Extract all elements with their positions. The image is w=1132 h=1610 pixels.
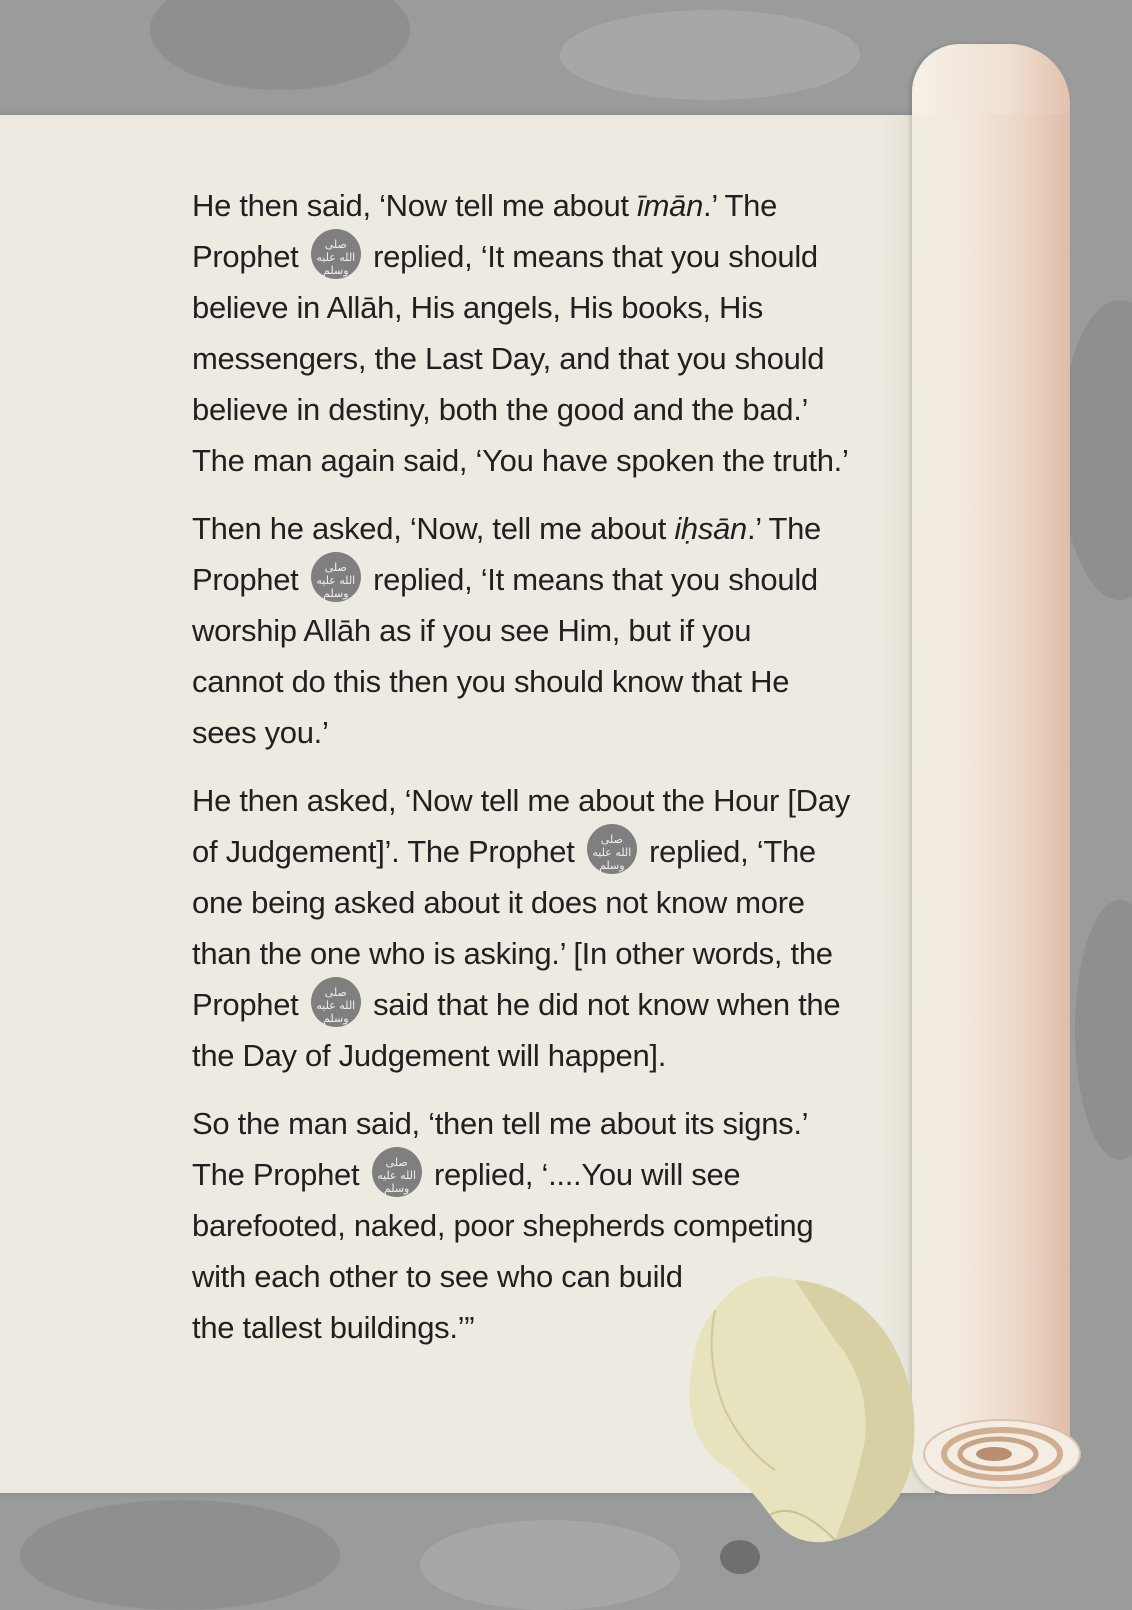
text-line <box>192 928 872 979</box>
seal-text: الله عليه <box>316 998 356 1012</box>
text-segment: than the one who is asking.’ [In other words, the <box>192 936 833 971</box>
text-segment: sees you.’ <box>192 715 329 750</box>
background-blot <box>420 1520 680 1610</box>
seal-text: وسلم <box>383 1181 410 1195</box>
text-segment: The man again said, ‘You have spoken the truth.’ <box>192 443 849 478</box>
seal-text: صلى <box>324 560 347 574</box>
text-segment: Prophet <box>192 987 307 1022</box>
scroll-roll-end <box>922 1418 1082 1490</box>
text-line <box>192 1200 872 1251</box>
text-segment: The Prophet <box>192 1157 368 1192</box>
text-line <box>192 554 872 605</box>
italic-term: iḥsān <box>674 511 747 546</box>
text-line <box>192 1098 872 1149</box>
text-line <box>192 1302 872 1353</box>
background-blot <box>560 10 860 100</box>
paragraph <box>192 503 872 758</box>
text-segment: Prophet <box>192 239 307 274</box>
text-segment: the Day of Judgement will happen]. <box>192 1038 667 1073</box>
text-line <box>192 656 872 707</box>
text-segment: one being asked about it does not know more <box>192 885 805 920</box>
text-segment: He then asked, ‘Now tell me about the Hour [Day <box>192 783 850 818</box>
seal-text: وسلم <box>323 586 349 600</box>
seal-text: صلى <box>324 237 347 251</box>
text-segment: Prophet <box>192 562 307 597</box>
text-segment: of Judgement]’. The Prophet <box>192 834 583 869</box>
background-blot <box>1075 900 1132 1160</box>
text-segment: replied, ‘It means that you should <box>364 562 818 597</box>
text-segment: with each other to see who can build <box>192 1259 683 1294</box>
text-line <box>192 826 872 877</box>
salutation-seal-icon <box>372 1147 422 1197</box>
text-segment: believe in Allāh, His angels, His books, His <box>192 290 763 325</box>
text-segment: replied, ‘The <box>640 834 816 869</box>
seal-text: صلى <box>324 985 347 999</box>
text-line <box>192 435 872 486</box>
text-segment: replied, ‘It means that you should <box>364 239 818 274</box>
seal-text: الله عليه <box>377 1168 417 1182</box>
seal-text: الله عليه <box>316 573 356 587</box>
text-line <box>192 1030 872 1081</box>
text-segment: He then said, ‘Now tell me about <box>192 188 638 223</box>
text-line <box>192 333 872 384</box>
text-line <box>192 384 872 435</box>
salutation-seal-icon <box>311 977 361 1027</box>
paragraph <box>192 775 872 1081</box>
seal-text: وسلم <box>323 263 349 277</box>
scroll-roll <box>912 44 1070 1494</box>
seal-text: وسلم <box>599 858 625 872</box>
text-line <box>192 282 872 333</box>
text-line <box>192 775 872 826</box>
salutation-seal-icon <box>311 552 361 602</box>
text-segment: So the man said, ‘then tell me about its signs.’ <box>192 1106 809 1141</box>
text-segment: .’ The <box>703 188 778 223</box>
text-segment: worship Allāh as if you see Him, but if you <box>192 613 752 648</box>
text-segment: messengers, the Last Day, and that you should <box>192 341 825 376</box>
text-segment: barefooted, naked, poor shepherds competing <box>192 1208 814 1243</box>
text-line <box>192 1251 872 1302</box>
text-segment: replied, ‘....You will see <box>425 1157 741 1192</box>
salutation-seal-icon <box>587 824 637 874</box>
text-line <box>192 180 872 231</box>
text-segment: Then he asked, ‘Now, tell me about <box>192 511 675 546</box>
seal-text: صلى <box>385 1155 408 1169</box>
paragraph <box>192 180 872 486</box>
text-line <box>192 503 872 554</box>
text-segment: said that he did not know when the <box>364 987 841 1022</box>
background-blot <box>1060 300 1132 600</box>
text-line <box>192 877 872 928</box>
body-text <box>192 180 872 1370</box>
text-segment: cannot do this then you should know that He <box>192 664 790 699</box>
seal-text: وسلم <box>323 1011 349 1025</box>
salutation-seal-icon <box>311 229 361 279</box>
text-line <box>192 231 872 282</box>
text-segment: .’ The <box>746 511 821 546</box>
seal-text: الله عليه <box>592 845 632 859</box>
seal-text: صلى <box>600 832 623 846</box>
text-line <box>192 707 872 758</box>
scroll-roll-top <box>912 44 1070 114</box>
text-line <box>192 605 872 656</box>
background-blot <box>150 0 410 90</box>
text-segment: believe in destiny, both the good and the bad.’ <box>192 392 809 427</box>
paragraph <box>192 1098 872 1353</box>
text-segment: the tallest buildings.’” <box>192 1310 475 1345</box>
italic-term: īmān <box>637 188 704 223</box>
text-line <box>192 979 872 1030</box>
text-line <box>192 1149 872 1200</box>
seal-text: الله عليه <box>316 250 356 264</box>
